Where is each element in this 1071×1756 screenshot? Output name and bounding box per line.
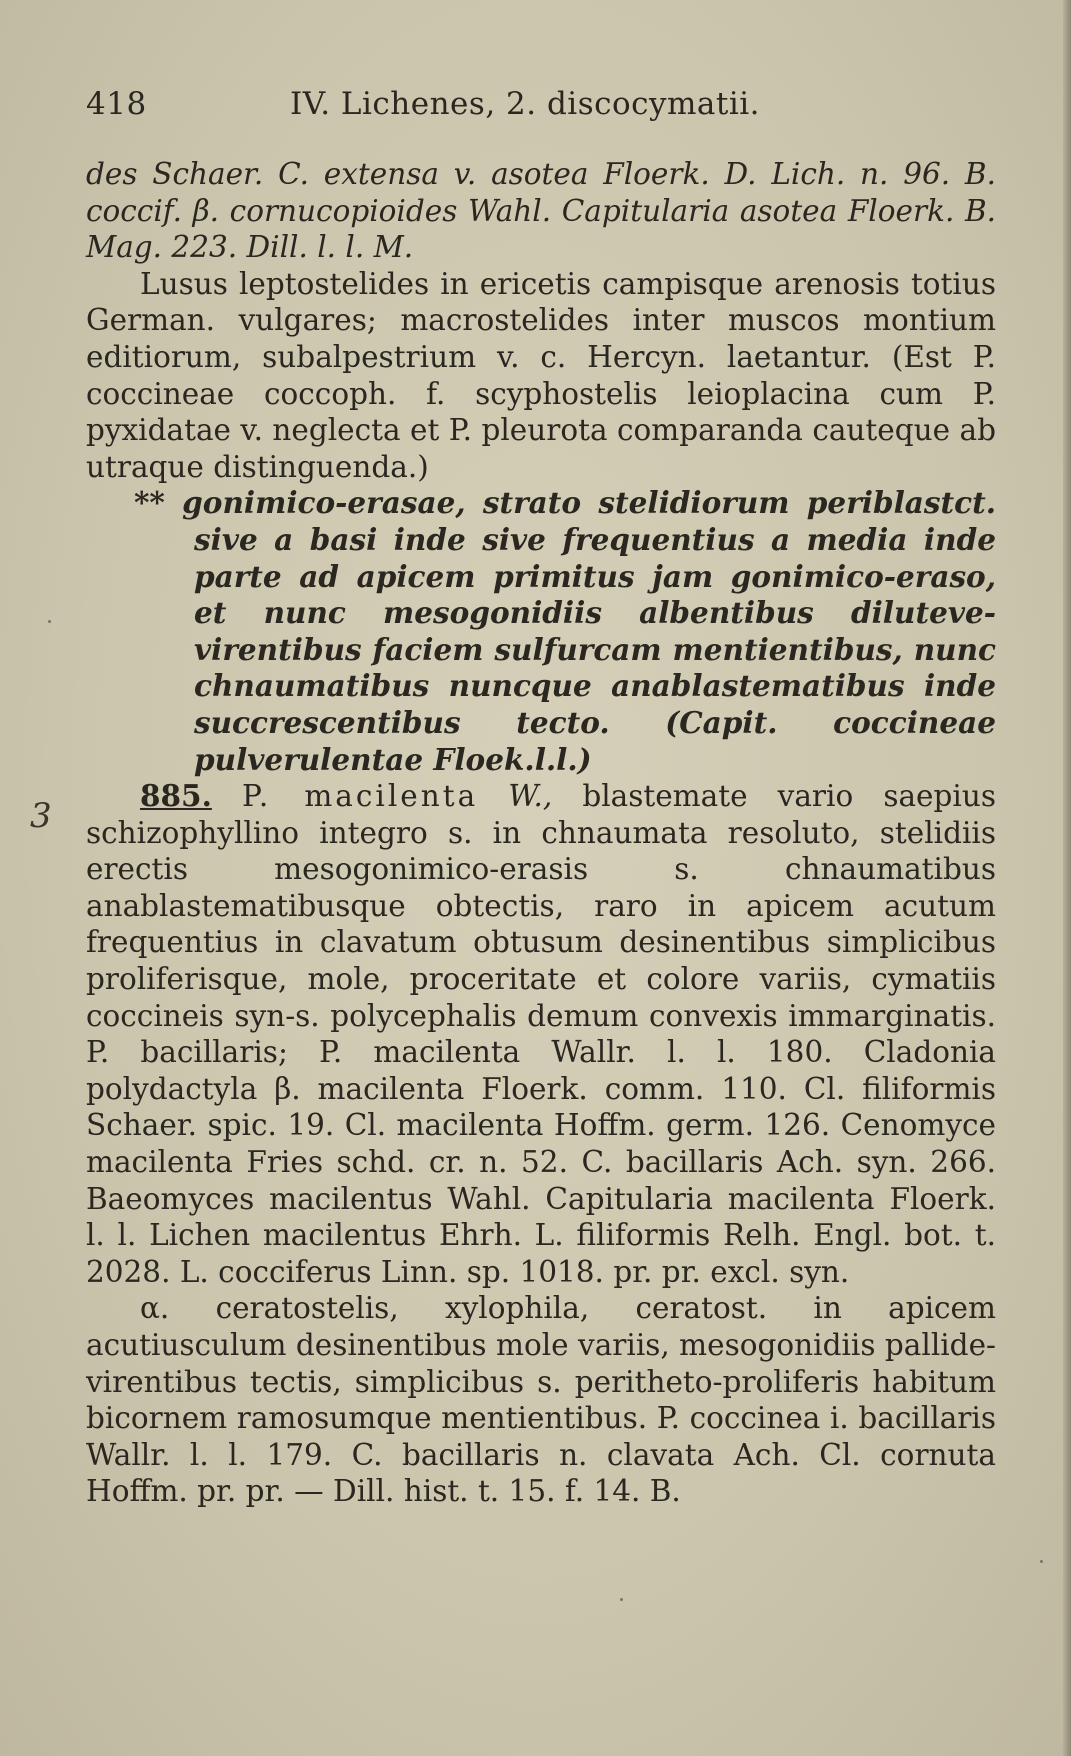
species-description: blastemate vario saepius schizophyllino integro s. in chnaumata resoluto, stelidiis erectis mesogonimico-erasis s. chnaumatibus anablastematibusque obtectis, raro in apicem acutum frequentius in clavatum obtusum desinentibus simplicibus proliferisque, mole, proceritate et colore variis, cymatiis coccineis syn-s. polycephalis demum convexis immarginatis. P. bacillaris; P. macilenta Wallr. l. l. 180. Cladonia polydactyla β. macilenta Floerk. comm. 110. Cl. filiformis Schaer. spic. 19. Cl. macilenta Hoffm. germ. 126. Cenomyce macilenta Fries schd. cr. n. 52. C. bacillaris Ach. syn. 266. Baeomyces macilentus Wahl. Capitularia macilenta Floerk. l. l. Lichen macilentus Ehrh. L. filiformis Relh. Engl. bot. t. 2028. L. cocciferus Linn. sp. 1018. pr. pr. excl. syn. <box>86 779 996 1289</box>
paragraph-synonyms: des Schaer. C. extensa v. asotea Floerk. D. Lich. n. 96. B. coccif. β. cornucopioides Wahl. Capitularia asotea Floerk. B. Mag. 223. Dill. l. l. M. <box>86 157 996 265</box>
page-edge-shadow <box>1063 0 1071 1756</box>
species-number: 885. <box>140 778 212 814</box>
margin-annotation: 3 <box>30 796 52 836</box>
page-body <box>86 156 996 1510</box>
paragraph-ceratostelis: α. ceratostelis, xylophila, ceratost. in apicem acutiusculum desinentibus mole variis, mesogonidiis pallide-virentibus tectis, simplicibus s. peritheto-proliferis habitum bicornem ramosumque mentientibus. P. coccinea i. bacillaris Wallr. l. l. 179. C. bacillaris n. clavata Ach. Cl. cornuta Hoffm. pr. pr. — Dill. hist. t. 15. f. 14. B. <box>86 1291 996 1509</box>
running-title: IV. Lichenes, 2. discocymatii. <box>290 86 761 122</box>
paragraph-lusus: Lusus leptostelides in ericetis campisque arenosis totius German. vulgares; macrostelides inter muscos montium editiorum, subalpestrium v. c. Hercyn. laetantur. (Est P. coccineae coccoph. f. scyphostelis leioplacina cum P. pyxidatae v. neglecta et P. pleurota comparanda cauteque ab utraque distinguenda.) <box>86 266 996 484</box>
page-number: 418 <box>86 86 147 122</box>
paper-speck <box>48 620 51 623</box>
species-name: P. macilenta <box>241 779 479 814</box>
paper-speck <box>620 1598 623 1601</box>
species-author: W., <box>508 779 553 814</box>
paragraph-species-885 <box>86 778 996 1290</box>
paper-speck <box>1040 1560 1043 1563</box>
paragraph-gonimico-erasae <box>134 485 996 778</box>
paragraph-gonimico-erasae-text: gonimico-erasae, strato stelidiorum periblastct. sive a basi inde sive frequentius a media inde parte ad apicem primitus jam gonimico-eraso, et nunc mesogonidiis albentibus diluteve-virentibus faciem sulfurcam mentientibus, nunc chnaumatibus nuncque anablastematibus inde succrescentibus tecto. (Capit. coccineae pulverulentae Floek.l.l.) <box>182 485 996 777</box>
double-asterisk: ** <box>134 485 165 521</box>
page-header <box>86 86 996 126</box>
